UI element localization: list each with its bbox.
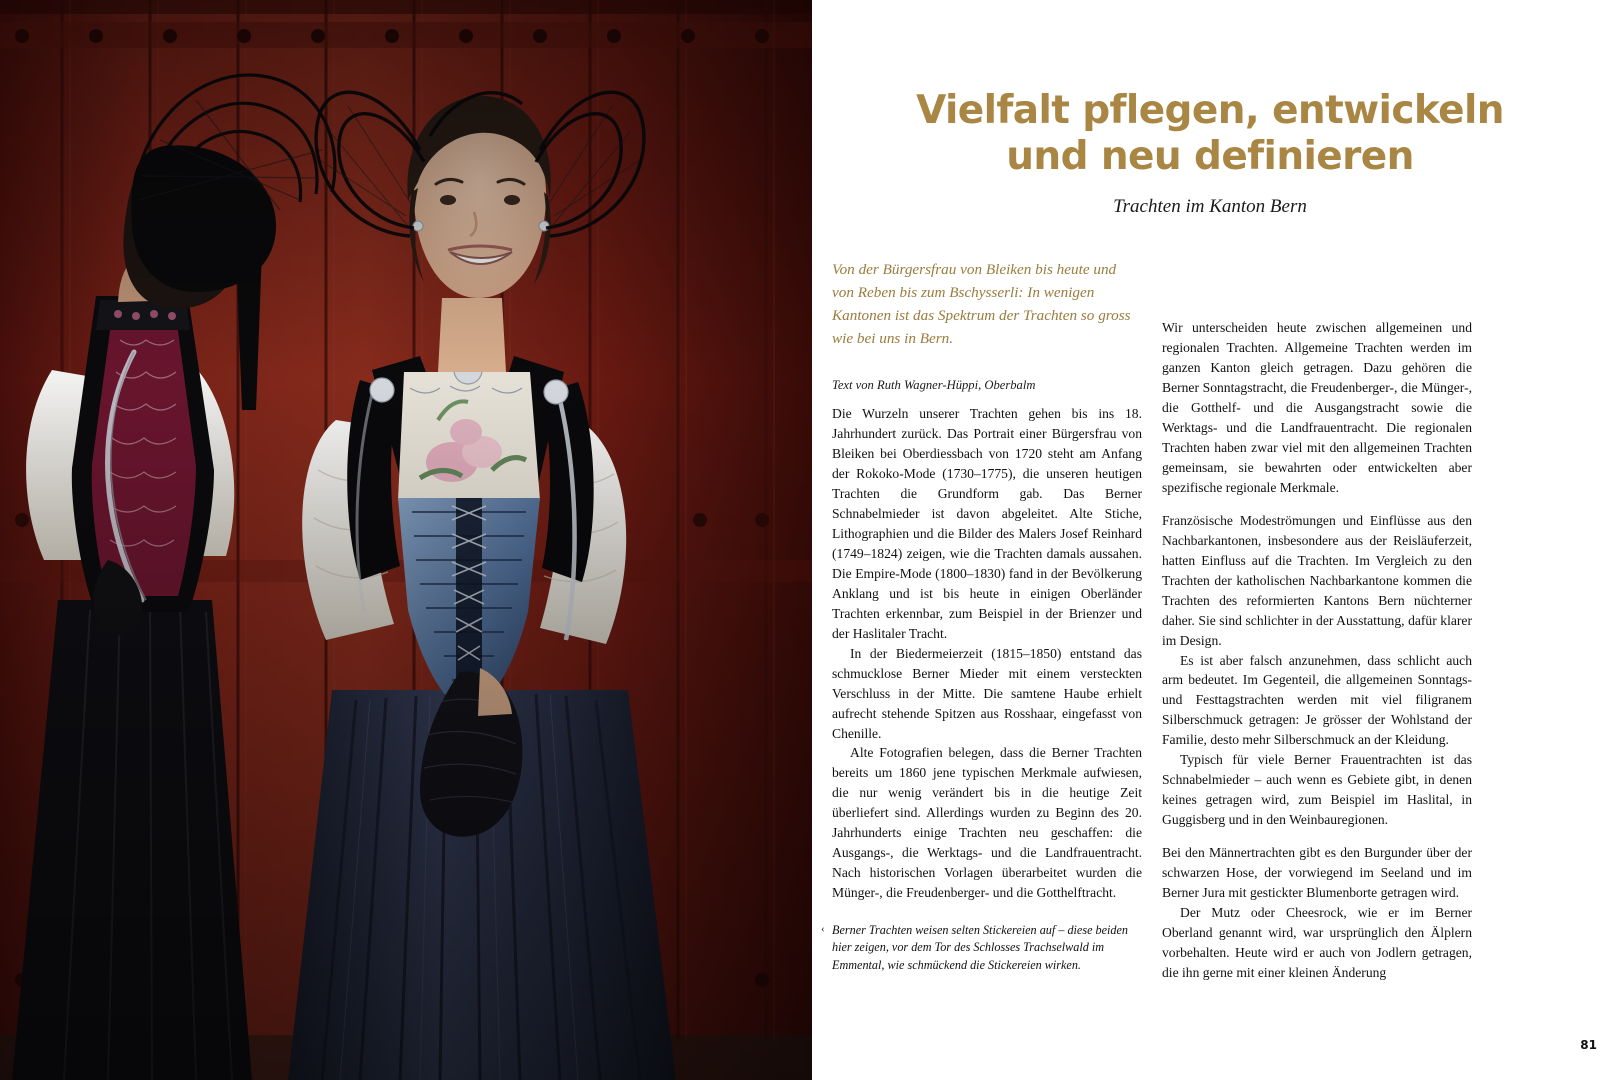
paragraph: Wir unterscheiden heute zwischen allgemeinen und regionalen Trachten. Allgemeine Trachten werden im ganzen Kanton gleich getragen. Dazu gehören die Berner Sonntagstracht, die Freudenberger-, die Münger-, die Gotthelf- und die Ausgangstracht sowie die Werktags- und die Landfrauentracht. Die regionalen Trachten haben zwar viel mit den allgemeinen Trachten gemeinsam, sie bewahrten oder entwickelten aber spezifische regionale Merkmale.	[1162, 320, 1472, 495]
caption-text: Berner Trachten weisen selten Stickereien auf – diese beiden hier zeigen, vor dem Tor des Schlosses Trachselwald im Emmental, wie schmückend die Stickereien wirken.	[832, 923, 1129, 972]
headline-line-2: und neu definieren	[1006, 133, 1414, 179]
paragraph: Es ist aber falsch anzunehmen, dass schlicht auch arm bedeutet. Im Gegenteil, die allgemeinen Sonntags- und Festtagstrachten werden mit viel filigranem Silberschmuck getragen: Je grösser der Wohlstand der Familie, desto mehr Silberschmuck an der Kleidung.	[1162, 652, 1472, 748]
paragraph: In der Biedermeierzeit (1815–1850) entstand das schmucklose Berner Mieder mit einem versteckten Verschluss in der Mitte. Die samtene Haube erhielt aufrecht stehende Spitzen aus Rosshaar, eingefasst von Chenille.	[832, 645, 1142, 741]
caption-arrow-icon: ‹	[821, 923, 825, 935]
paragraph: Die Wurzeln unserer Trachten gehen bis ins 18. Jahrhundert zurück. Das Portrait einer Bürgersfrau von Bleiken bei Oberdiessbach von 1720 steht am Anfang der Rokoko-Mode (1730–1775), die unseren heutigen Trachten die Grundform gab. Das Berner Schnabelmieder ist davon abgeleitet. Alte Stiche, Lithographien und die Bilder des Malers Josef Reinhard (1749–1824) zeigen, wie die Trachten damals aussahen. Die Empire-Mode (1800–1830) fand in der Bevölkerung Anklang und ist bis heute in einigen Oberländer Trachten erkennbar, zum Beispiel in der Brienzer und der Haslitaler Tracht.	[832, 406, 1142, 641]
page-number: 81	[1580, 1038, 1597, 1052]
headline-line-1: Vielfalt pflegen, entwickeln	[916, 88, 1504, 133]
body-column-left	[832, 404, 1142, 903]
article-lede: Von der Bürgersfrau von Bleiken bis heute und von Reben bis zum Bschysserli: In wenigen Kantonen ist das Spektrum der Trachten so gross wie bei uns in Bern.	[832, 261, 1131, 348]
page-title	[840, 88, 1580, 179]
paragraph: Französische Modeströmungen und Einflüsse aus den Nachbarkantonen, insbesondere aus der Reisläuferzeit, hatten Einfluss auf die Trachten. Im Vergleich zu den Trachten der katholischen Nachbarkantone kommen die Trachten des reformierten Kantons Bern nüchterner daher. Sie sind schlichter in der Ausstattung, dafür klarer im Design.	[1162, 512, 1472, 648]
paragraph: Typisch für viele Berner Frauentrachten ist das Schnabelmieder – auch wenn es Gebiete gibt, in denen keines getragen wird, zum Beispiel im Haslital, in Guggisberg und in den Weinbauregionen.	[1162, 752, 1472, 828]
body-column-right	[1162, 318, 1472, 983]
paragraph: Der Mutz oder Cheesrock, wie er im Berner Oberland genannt wird, war ursprünglich den Älplern vorbehalten. Heute wird er auch von Jodlern getragen, die ihn gerne mit einer kleinen Änderung	[1162, 905, 1472, 981]
paragraph: Alte Fotografien belegen, dass die Berner Trachten bereits um 1860 jene typischen Merkmale aufwiesen, die nur wenig verändert bis in die heutige Zeit überliefert sind. Allerdings wurden zu Beginn des 20. Jahrhunderts einige Trachten neu geschaffen: die Ausgangs-, die Werktags- und die Landfrauentracht. Nach historischen Vorlagen überarbeitet wurden die Münger-, die Freudenberger- und die Gotthelftracht.	[832, 745, 1142, 901]
article-subtitle: Trachten im Kanton Bern	[1113, 196, 1307, 217]
photo-caption	[821, 922, 1142, 974]
article-page	[812, 0, 1621, 1080]
paragraph: Bei den Männertrachten gibt es den Burgunder über der schwarzen Hose, der vorwiegend im Seeland und im Berner Jura mit gestickter Blumenborte getragen wird.	[1162, 845, 1472, 901]
article-byline: Text von Ruth Wagner-Hüppi, Oberbalm	[832, 378, 1036, 392]
